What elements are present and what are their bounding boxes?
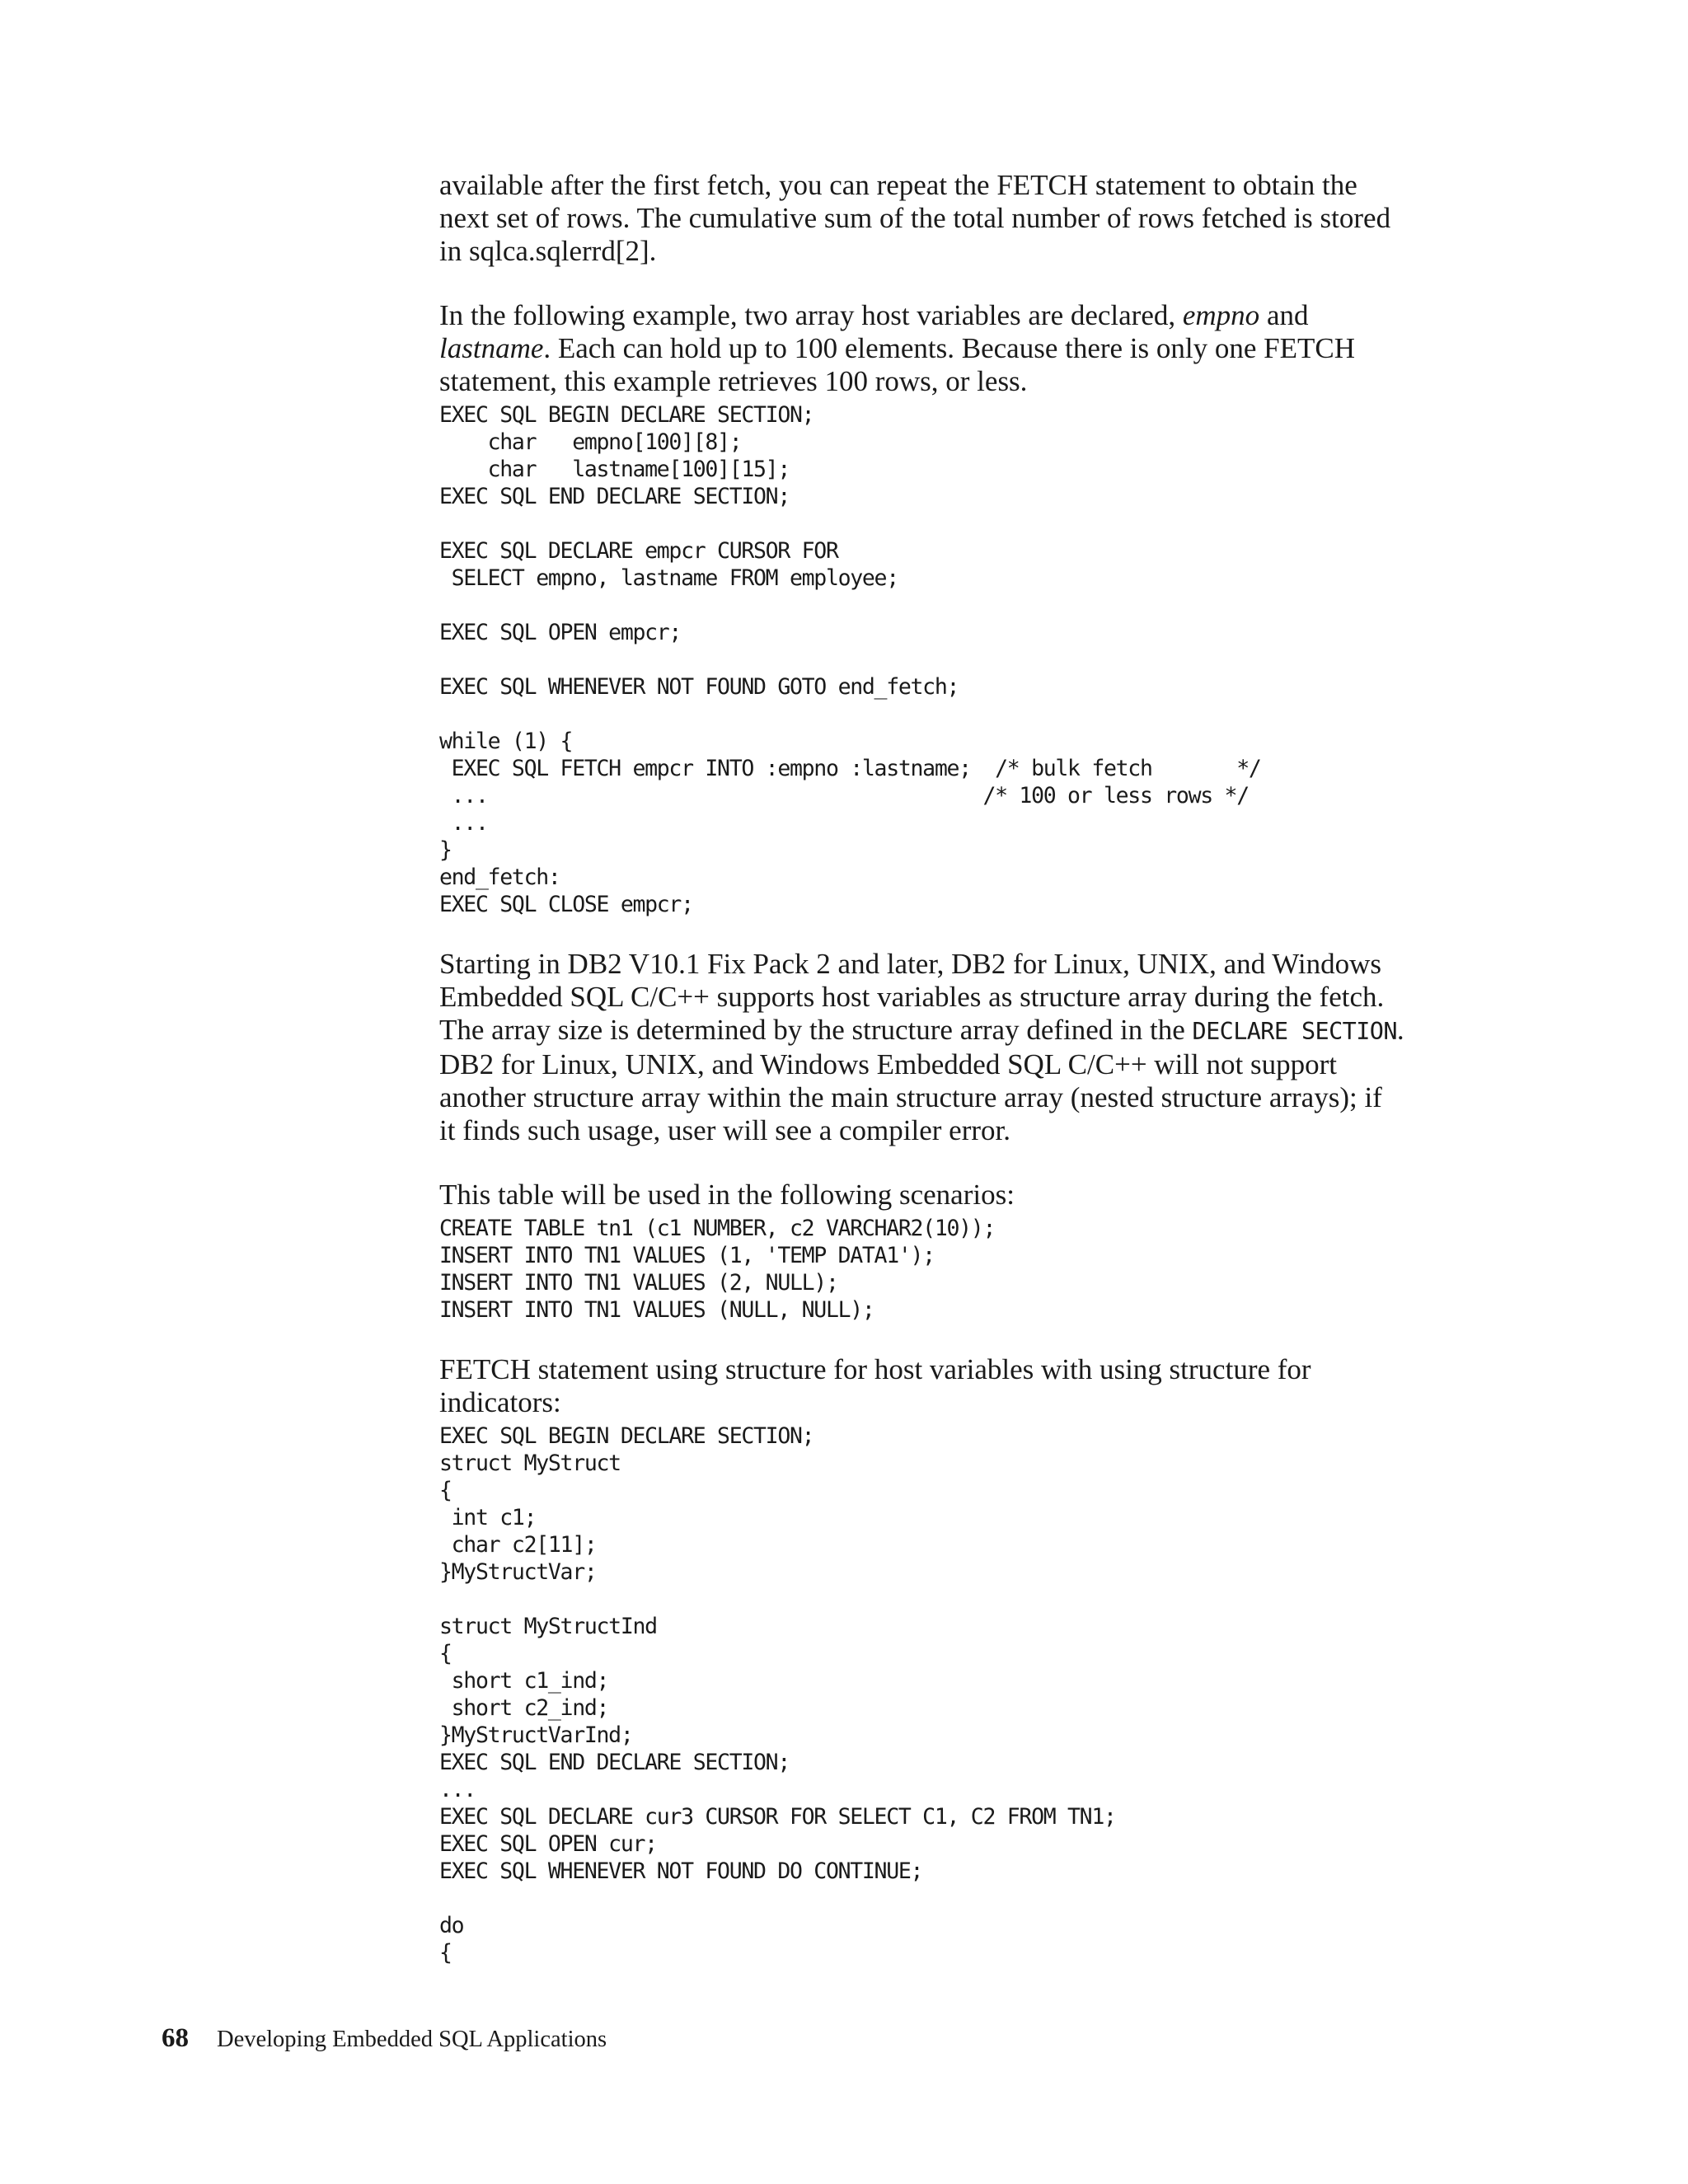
term-empno: empno (1182, 299, 1260, 331)
footer-book-title: Developing Embedded SQL Applications (217, 2027, 607, 2052)
paragraph-fetch-structure-indicators: FETCH statement using structure for host variables with using structure for indicators: (439, 1353, 1311, 1418)
paragraph-text: and (1266, 299, 1309, 331)
paragraph-structure-array-support (439, 948, 1470, 1147)
paragraph-table-scenarios: This table will be used in the following scenarios: (439, 1179, 1015, 1211)
paragraph-text: Starting in DB2 V10.1 Fix Pack 2 and later, DB2 for Linux, UNIX, and Windows Embedded SQL C/C++ supports host variables as structure array during the fetch. The array size is determined by the structure array defined in the (439, 948, 1385, 1046)
inline-code-declare-section: DECLARE SECTION (1192, 1018, 1397, 1045)
code-block-create-table: CREATE TABLE tn1 (c1 NUMBER, c2 VARCHAR2(10)); INSERT INTO TN1 VALUES (1, 'TEMP DATA1'); INSERT INTO TN1 VALUES (2, NULL); INSERT INTO TN1 VALUES (NULL, NULL); (439, 1216, 996, 1323)
term-lastname: lastname (439, 332, 544, 364)
paragraph-text: . DB2 for Linux, UNIX, and Windows Embedded SQL C/C++ will not support another structure array within the main structure array (nested structure arrays); if it finds such usage, user will see a compiler error. (439, 1014, 1404, 1146)
code-block-array-fetch: EXEC SQL BEGIN DECLARE SECTION; char empno[100][8]; char lastname[100][15]; EXEC SQL END DECLARE SECTION; EXEC SQL DECLARE empcr CURSOR FOR SELECT empno, lastname FROM employee; EXEC SQL OPEN empcr; EXEC SQL WHENEVER NOT FOUND GOTO end_fetch; while (1) { EXEC SQL FETCH empcr INTO :empno :lastname; /* bulk fetch */ ... /* 100 or less rows */ ... } end_fetch: EXEC SQL CLOSE empcr; (439, 402, 1261, 917)
paragraph-array-example-intro (439, 299, 1470, 398)
page-number: 68 (162, 2023, 189, 2053)
paragraph-fetch-continuation: available after the first fetch, you can repeat the FETCH statement to obtain the next set of rows. The cumulative sum of the total number of rows fetched is stored in sqlca.sqlerrd[2]. (439, 169, 1391, 267)
paragraph-text: In the following example, two array host variables are declared, (439, 299, 1183, 331)
page-footer (162, 2023, 607, 2054)
code-block-structure-fetch: EXEC SQL BEGIN DECLARE SECTION; struct MyStruct { int c1; char c2[11]; }MyStructVar; struct MyStructInd { short c1_ind; short c2_ind; }MyStructVarInd; EXEC SQL END DECLARE SECTION; ... EXEC SQL DECLARE cur3 CURSOR FOR SELECT C1, C2 FROM TN1; EXEC SQL OPEN cur; EXEC SQL WHENEVER NOT FOUND DO CONTINUE; do { (439, 1423, 1116, 1966)
page-content (439, 169, 1470, 1966)
paragraph-text: . Each can hold up to 100 elements. Because there is only one FETCH statement, this example retrieves 100 rows, or less. (439, 332, 1356, 397)
